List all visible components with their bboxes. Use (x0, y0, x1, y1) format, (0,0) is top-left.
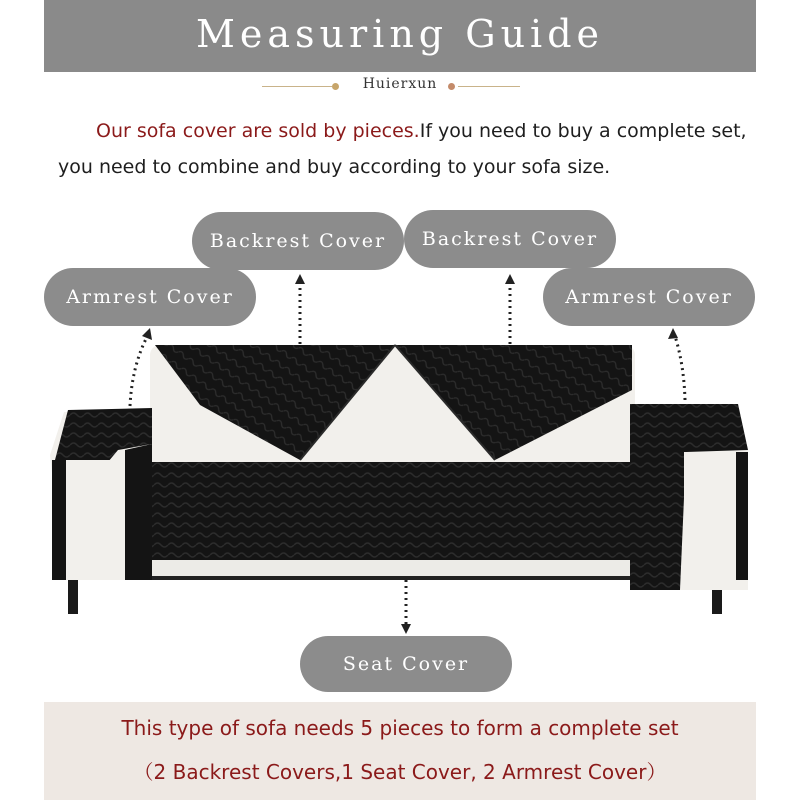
summary-footer (44, 702, 756, 800)
page-title: Measuring Guide (195, 12, 605, 56)
label-armrest-cover-left: Armrest Cover (44, 268, 256, 326)
indicator-armrest-right (675, 336, 685, 400)
seat-cover (120, 462, 682, 560)
summary-line-2: （2 Backrest Covers,1 Seat Cover, 2 Armrest Cover） (133, 760, 667, 784)
label-armrest-cover-right: Armrest Cover (543, 268, 755, 326)
label-backrest-cover-left: Backrest Cover (192, 212, 404, 270)
brand-name: Huierxun (362, 76, 438, 92)
intro-highlight: Our sofa cover are sold by pieces. (96, 120, 420, 142)
indicator-armrest-left (130, 335, 148, 406)
summary-line-1: This type of sofa needs 5 pieces to form a complete set (121, 716, 679, 740)
intro-body: If you need to buy a complete set, you need to combine and buy according to your sofa size. (58, 120, 747, 178)
label-seat-cover: Seat Cover (300, 636, 512, 692)
label-backrest-cover-right: Backrest Cover (404, 210, 616, 268)
